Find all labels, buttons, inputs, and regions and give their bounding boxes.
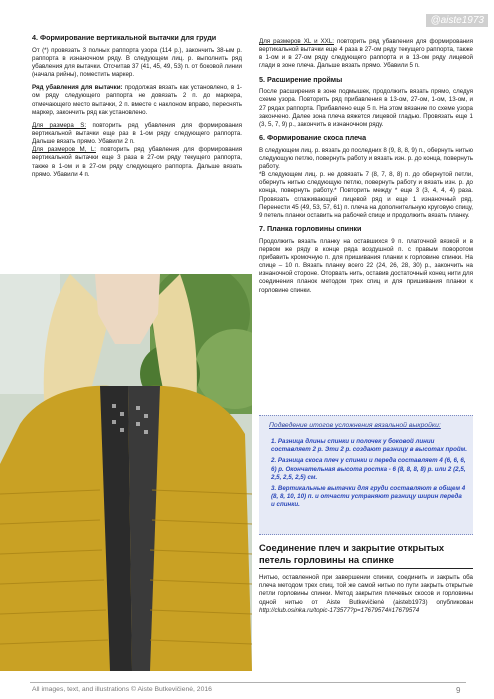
watermark: @aiste1973 — [426, 14, 488, 27]
section-divider — [259, 568, 473, 569]
section-5-title: 5. Расширение проймы — [259, 74, 343, 84]
size-ml-text: повторить ряд убавления для формирования вертикальной вытачки еще 3 раза в 27-ом ряду текущего раппорта, также в 1-ом и в 27-ом ряду следующего раппорта. Дальше вязать прямо. Убавили 4 п. — [32, 146, 242, 178]
summary-list — [271, 438, 467, 513]
size-s-label: Для размера S: — [32, 121, 87, 129]
section-6-title: 6. Формирование скоса плеча — [259, 133, 367, 142]
cardigan-photo — [0, 274, 252, 671]
shoulder-joining-title: Соединение плеч и закрытие открытых петель горловины на спинке — [259, 542, 445, 565]
tutorial-link[interactable]: http://club.osinka.ru/topic-173577?p=17679574#17679574 — [259, 606, 420, 614]
shoulder-joining-section — [259, 542, 473, 615]
summary-box — [259, 415, 473, 535]
size-ml-paragraph — [32, 146, 242, 179]
section-4-paragraph-1: От (*) провязать 3 полных раппорта узора (114 р.), закончить 38-ым р. раппорта в изнаночном ряду. В следующем лиц. р. выполнить ряд убавления для вытачки. Отсчитав 37 (41, 45, 49, 53) п. от боковой линии (начала рийны), поместить маркер. — [32, 46, 242, 79]
page-number: 9 — [456, 686, 461, 695]
section-6-paragraph-1: В следующем лиц. р. вязать до последних 8 (9, 8, 8, 9) п., обернуть нитью следующую петлю, повернуть работу и вязать изн. р. до конца, повернуть работу. — [259, 146, 473, 170]
section-4-title: 4. Формирование вертикальной вытачки для груди — [32, 33, 217, 42]
summary-item: 2. Разница скоса плеч у спинки и переда составляет 4 (6, 6, 6, 6) р. Окончательная высота ростка - 6 (8, 8, 8, 8) р. или 2 (2,5, 2,5, 2,5, 2,5) см. — [271, 457, 466, 481]
footer-divider — [30, 682, 466, 683]
shoulder-joining-body: Нитью, оставленной при завершении спинки, соединить и закрыть оба плеча методом трех спиц, той же самой нитью по пути закрыть открытые петли горловины спинки. Метод закрытия плечевых скосов и горловины одной нитью от Aiste Butkevičienė (aisteb1973) опубликован — [259, 574, 473, 606]
section-7-paragraph: Продолжить вязать планку на оставшихся 9 п. платочной вязкой и в первом же ряду в конце ряда воздушной п. с правым поворотом прибавить кромочную п. для пришивания планки к горловине спинки. На спице – 10 п. Вязать планку всего 22 (24, 26, 28, 30) р., закончить на изнаночной стороне. Оторвать нить, оставив достаточный конец нити для соединения планок методом трех спиц и для пришивания планки к горловине спинки. — [259, 237, 473, 294]
size-ml-label: Для размеров M, L: — [32, 146, 96, 154]
summary-item: 3. Вертикальные вытачки для груди составляют в общем 4 (8, 8, 10, 10) п. и отчасти устраняют разницу ширин переда и спинки. — [271, 485, 466, 509]
section-6-paragraph-2: *В следующем лиц. р. не довязать 7 (8, 7, 8, 8) п. до обернутой петли, обернуть нитью следующую петлю, повернуть работу и вязать изн. р. до конца, повернуть работу.* Повторить между * еще 3 (3, 4, 4, 4) раза. Провязать сглаживающий лицевой ряд и еще 1 изнаночный ряд. Перенести 45 (49, 53, 57, 61) п. плеча на дополнительную круговую спицу, 9 петель планки оставить на рабочей спице и продолжить вязать планку. — [259, 171, 473, 219]
section-5-paragraph: После расширения в зоне подмышек, продолжить вязать прямо, следуя схеме узора. Повторить ряд прибавления в 13-ом, 27-ом, 1-ом, 13-ом, и 27 рядах раппорта. Прибавлено еще 5 п. На этом вязание по схеме узора закончено. Далее зона плеча вяжется лицевой гладью. Провязать еще 1 (3, 5, 7, 9) р., закончить в изнаночном ряду. — [259, 88, 473, 128]
decrease-row-label: Ряд убавления для вытачки: — [32, 84, 123, 92]
size-xl-paragraph — [259, 38, 473, 71]
size-xl-text: повторить ряд убавления для формирования вертикальной вытачки еще 4 раза в 27-ом ряду текущего раппорта, также в 1-ом и в 27-ом ряду следующего раппорта и в 13-ом ряду лицевой глади в зоне плеча. Дальше вязать прямо. Убавили 5 п. — [259, 38, 473, 70]
section-7-title: 7. Планка горловины спинки — [259, 224, 362, 233]
right-column — [259, 38, 473, 300]
shoulder-joining-text — [259, 574, 473, 615]
size-s-paragraph — [32, 122, 242, 146]
summary-title: Подведение итогов усложнения вязальной выкройки: — [269, 422, 441, 429]
size-xl-label: Для размеров XL и XXL: — [259, 38, 334, 45]
left-column — [32, 34, 242, 184]
copyright-footer: All images, text, and illustrations © Aiste Butkevičienė, 2016 — [32, 686, 212, 693]
section-4-paragraph-2 — [32, 84, 242, 117]
size-s-text: повторить ряд убавления для формирования вертикальной вытачки еще раз в 1-ом ряду следующего раппорта. Дальше вязать прямо. Убавили 2 п. — [32, 121, 242, 146]
summary-item: 1. Разница длины спинки и полочек у боковой линии составляет 2 р. Эти 2 р. создают разницу в высотах пройм. — [271, 438, 467, 454]
decrease-row-text: продолжая вязать как установлено, в 1-ом ряду следующего раппорта не довязать 2 п. до маркера, отмечающего место вытачки, 2 п. вместе с наклоном вправо, переснять маркер, закончить ряд как установлено. — [32, 84, 242, 116]
